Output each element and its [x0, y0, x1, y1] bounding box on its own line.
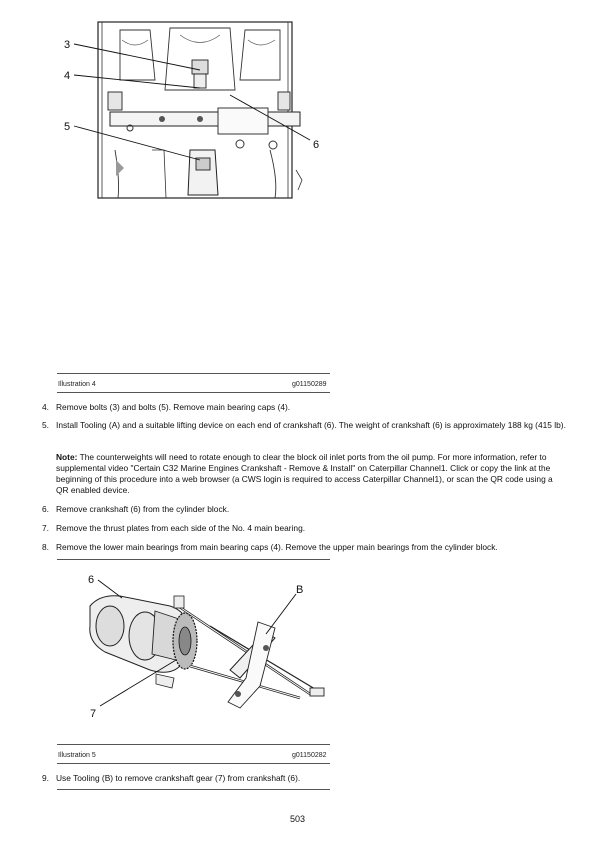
step-number: 7.: [42, 523, 49, 533]
step-text: Install Tooling (A) and a suitable lifting device on each end of crankshaft (6). The weight of crankshaft (6) is approximately 188 kg (415 lb).: [56, 420, 566, 430]
illustration-5-label: Illustration 5: [58, 752, 96, 759]
step-text: Remove crankshaft (6) from the cylinder block.: [56, 504, 230, 514]
note-text: The counterweights will need to rotate enough to clear the block oil inlet ports from the oil pump. For more information, refer to supplemental video "Certain C32 Marine Engines Crankshaft - Remove & Install" on Caterpillar Channel1. Click or copy the link at the beginning of this procedure into a web browser (a CWS login is required to access Caterpillar Channel1), or scan the QR code using a QR enabled device.: [56, 452, 553, 495]
caption-rule-bottom-2: [57, 763, 330, 764]
step-text: Remove bolts (3) and bolts (5). Remove main bearing caps (4).: [56, 402, 291, 412]
step-text: Remove the lower main bearings from main bearing caps (4). Remove the upper main bearings from the cylinder block.: [56, 542, 498, 552]
figure2-rule-top: [57, 559, 330, 560]
caption-rule-top-2: [57, 744, 330, 745]
caption-rule-bottom-1: [57, 392, 330, 393]
caption-rule-top-1: [57, 373, 330, 374]
note-paragraph: [56, 452, 566, 496]
callout-3: 3: [64, 39, 71, 51]
illustration-4-label: Illustration 4: [58, 381, 96, 388]
step-number: 9.: [42, 773, 49, 783]
step-number: 6.: [42, 504, 49, 514]
illustration-5-figure: [60, 566, 330, 738]
illustration-5-code: g01150282: [292, 752, 327, 759]
end-rule: [57, 789, 330, 790]
step-number: 8.: [42, 542, 49, 552]
step-text: Remove the thrust plates from each side of the No. 4 main bearing.: [56, 523, 306, 533]
illustration-4-drawing: [60, 20, 330, 200]
callout-7: 7: [90, 708, 97, 720]
note-label: Note:: [56, 452, 78, 462]
step-number: 4.: [42, 402, 49, 412]
page-number: 503: [289, 814, 306, 824]
callout-B: B: [296, 584, 304, 596]
illustration-4-code: g01150289: [292, 381, 327, 388]
callout-6: 6: [313, 139, 320, 151]
step-text: Use Tooling (B) to remove crankshaft gear (7) from crankshaft (6).: [56, 773, 301, 783]
step-number: 5.: [42, 420, 49, 430]
illustration-4-figure: [60, 20, 330, 200]
callout-4: 4: [64, 70, 71, 82]
callout-6: 6: [88, 574, 95, 586]
illustration-5-drawing: [60, 566, 330, 738]
callout-5: 5: [64, 121, 71, 133]
